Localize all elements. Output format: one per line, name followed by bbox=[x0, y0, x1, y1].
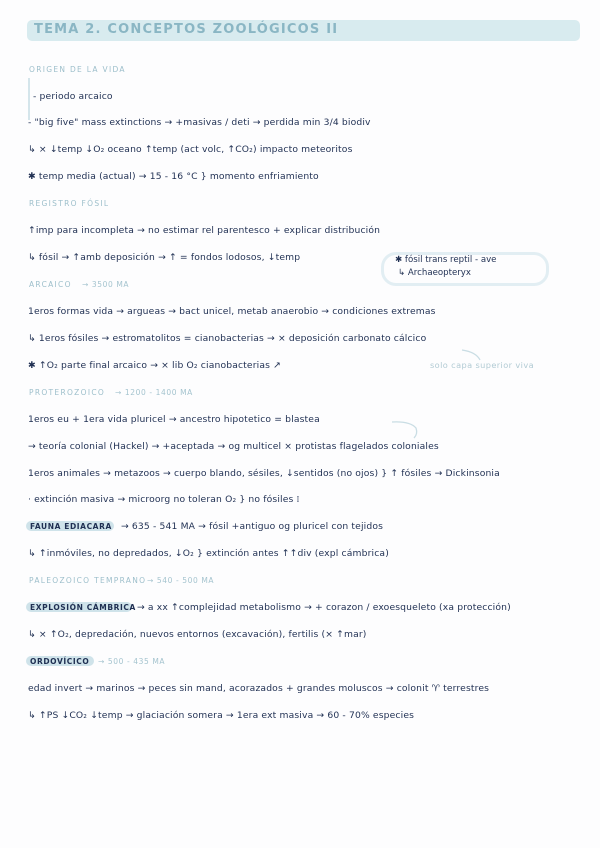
origen-line-2: - "big five" mass extinctions → +masivas / deti → perdida min 3/4 biodiv bbox=[28, 117, 371, 128]
registro-line-2: ↳ fósil → ↑amb deposición → ↑ = fondos lodosos, ↓temp bbox=[28, 252, 301, 263]
arcaico-line-3: ✱ ↑O₂ parte final arcaico → × lib O₂ cianobacterias ↗ bbox=[28, 360, 282, 371]
arcaico-line-1: 1eros formas vida → argueas → bact unicel, metab anaerobio → condiciones extremas bbox=[28, 306, 436, 317]
heading-arcaico: ARCAICO bbox=[29, 280, 72, 289]
page-title: TEMA 2. CONCEPTOS ZOOLÓGICOS II bbox=[34, 22, 339, 37]
ediacara-line-2: ↳ ↑inmóviles, no depredados, ↓O₂ } extinción antes ↑↑div (expl cámbrica) bbox=[28, 548, 389, 559]
blastea-underline-curve bbox=[392, 422, 417, 438]
ediacara-label: FAUNA EDIACARA bbox=[30, 522, 112, 531]
proterozoico-line-3: 1eros animales → metazoos → cuerpo blando, sésiles, ↓sentidos (no ojos) } ↑ fósiles → Dickinsonia bbox=[28, 468, 500, 479]
proterozoico-line-4: · extinción masiva → microorg no toleran O₂ } no fósiles ⁞ bbox=[28, 494, 300, 505]
cambrica-line-2: ↳ × ↑O₂, depredación, nuevos entornos (excavación), fertilis (× ↑mar) bbox=[28, 629, 367, 640]
cambrica-label: EXPLOSIÓN CÁMBRICA bbox=[30, 603, 136, 612]
ordovicico-line-1: edad invert → marinos → peces sin mand, acorazados + grandes moluscos → colonit ♈ terrestres bbox=[28, 683, 490, 694]
origen-line-1: - periodo arcaico bbox=[33, 91, 113, 102]
callout-line-1: ✱ fósil trans reptil - ave bbox=[395, 255, 497, 265]
arcaico-line-2: ↳ 1eros fósiles → estromatolitos = cianobacterias → × deposición carbonato cálcico bbox=[28, 333, 427, 344]
heading-registro: REGISTRO FÓSIL bbox=[29, 199, 110, 208]
note-arrow-curve bbox=[462, 350, 480, 360]
registro-line-1: ↑imp para incompleta → no estimar rel parentesco + explicar distribución bbox=[28, 225, 381, 236]
heading-origen: ORIGEN DE LA VIDA bbox=[29, 65, 126, 74]
arcaico-date: → 3500 MA bbox=[82, 280, 130, 289]
proterozoico-line-1: 1eros eu + 1era vida pluricel → ancestro hipotetico = blastea bbox=[28, 414, 320, 425]
heading-paleozoico: PALEOZOICO TEMPRANO bbox=[29, 576, 147, 585]
origen-line-4: ✱ temp media (actual) → 15 - 16 °C } momento enfriamiento bbox=[28, 171, 319, 182]
heading-proterozoico: PROTEROZOICO bbox=[29, 388, 106, 397]
paleozoico-date: → 540 - 500 MA bbox=[147, 576, 215, 585]
ordovicico-date: → 500 - 435 MA bbox=[98, 657, 166, 666]
annotation-note: solo capa superior viva bbox=[430, 360, 534, 370]
ediacara-line-1: → 635 - 541 MA → fósil +antiguo og pluricel con tejidos bbox=[121, 521, 384, 532]
ordovicico-line-2: ↳ ↑PS ↓CO₂ ↓temp → glaciación somera → 1era ext masiva → 60 - 70% especies bbox=[28, 710, 415, 721]
proterozoico-date: → 1200 - 1400 MA bbox=[115, 388, 193, 397]
origen-line-3: ↳ × ↓temp ↓O₂ oceano ↑temp (act volc, ↑CO₂) impacto meteoritos bbox=[28, 144, 353, 155]
ordovicico-label: ORDOVÍCICO bbox=[30, 657, 90, 666]
cambrica-line-1: → a xx ↑complejidad metabolismo → + corazon / exoesqueleto (xa protección) bbox=[137, 602, 511, 613]
callout-line-2: ↳ Archaeopteryx bbox=[398, 268, 471, 278]
proterozoico-line-2: → teoría colonial (Hackel) → +aceptada → og multicel × protistas flagelados coloniales bbox=[28, 441, 439, 452]
